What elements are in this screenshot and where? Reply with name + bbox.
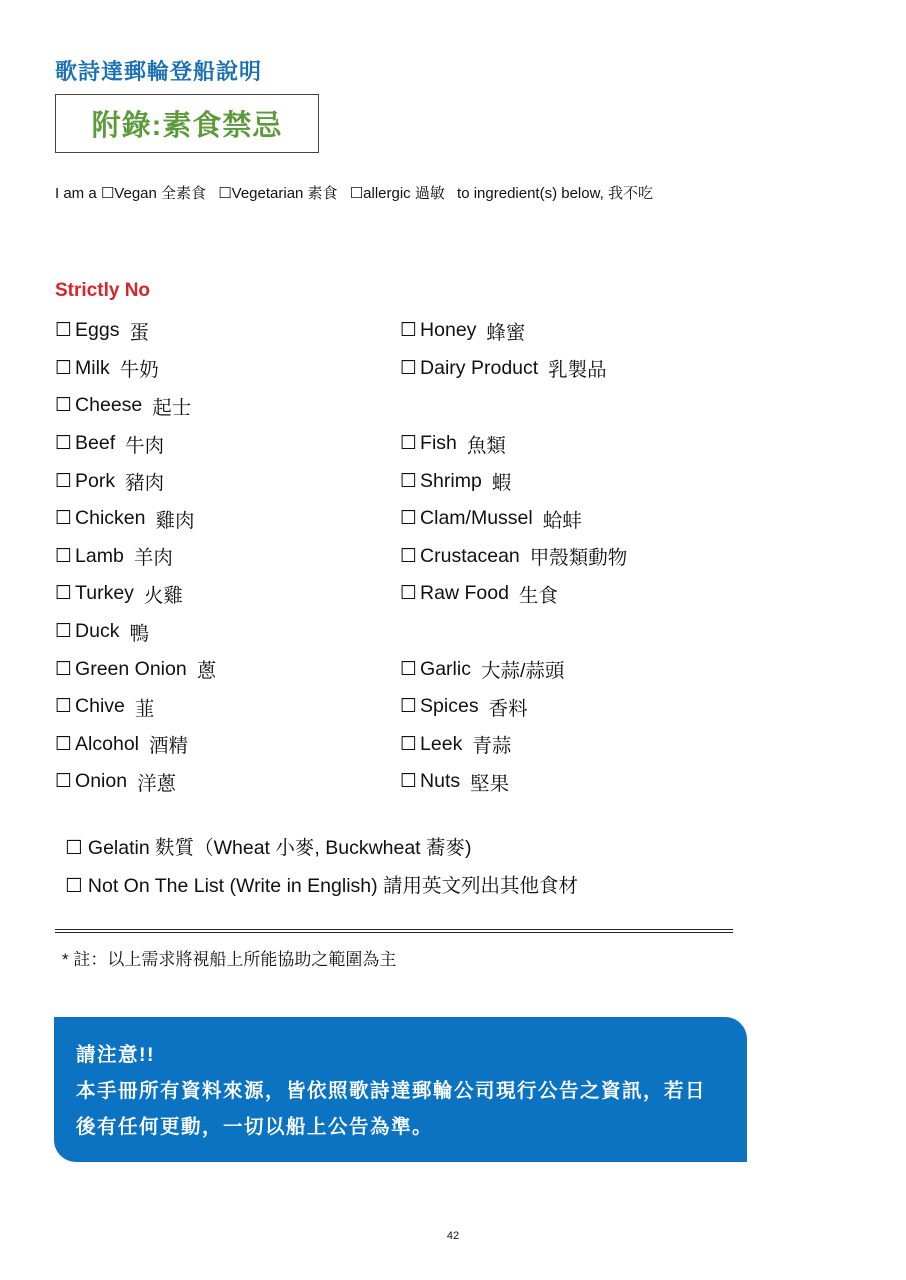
notice-body: 本手冊所有資料來源，皆依照歌詩達郵輪公司現行公告之資訊，若日後有任何更動，一切以船上公告為準。 — [76, 1080, 707, 1138]
ingredient-option[interactable] — [55, 500, 385, 538]
ingredient-chinese: 香料 — [488, 697, 528, 720]
ingredient-chinese: 火雞 — [143, 584, 183, 607]
checkbox-icon[interactable]: ☐ — [400, 470, 418, 492]
ingredient-option[interactable] — [400, 312, 730, 350]
ingredient-option[interactable] — [55, 613, 385, 651]
checkbox-icon[interactable]: ☐ — [400, 771, 418, 793]
ingredient-chinese: 牛奶 — [119, 359, 159, 382]
ingredient-chinese: 雞肉 — [155, 509, 195, 532]
ingredient-chinese: 起士 — [152, 396, 192, 419]
ingredient-english: Spices — [420, 695, 479, 718]
ingredient-option[interactable] — [55, 763, 385, 801]
checkbox-icon[interactable]: ☐ — [55, 470, 73, 492]
ingredient-option[interactable] — [400, 726, 730, 764]
intro-prefix: I am a — [55, 185, 97, 202]
ingredient-english: Beef — [75, 432, 116, 455]
ingredient-option[interactable] — [400, 500, 730, 538]
ingredient-english: Eggs — [75, 319, 120, 342]
ingredient-english: Chicken — [75, 507, 146, 530]
ingredient-english: Chive — [75, 695, 125, 718]
checkbox-icon[interactable]: ☐ — [55, 658, 73, 680]
ingredient-english: Pork — [75, 469, 116, 492]
ingredient-chinese: 大蒜/蒜頭 — [480, 660, 565, 683]
ingredient-english: Fish — [420, 432, 457, 455]
ingredient-english: Dairy Product — [420, 356, 539, 379]
checkbox-icon[interactable]: ☐ — [55, 433, 73, 455]
notice-heading: 請注意!! — [76, 1044, 155, 1066]
ingredient-option[interactable] — [55, 462, 385, 500]
ingredient-chinese: 韮 — [134, 697, 155, 720]
ingredient-english: Shrimp — [420, 469, 482, 492]
ingredient-option[interactable] — [55, 538, 385, 576]
checkbox-icon[interactable]: ☐ — [400, 733, 418, 755]
ingredient-option[interactable] — [55, 312, 385, 350]
ingredient-chinese: 牛肉 — [125, 434, 165, 457]
appendix-title-box — [55, 94, 319, 153]
ingredient-english: Nuts — [420, 770, 461, 793]
ingredient-option[interactable] — [400, 425, 730, 463]
checkbox-icon[interactable]: ☐ — [55, 545, 73, 567]
ingredient-option[interactable] — [400, 538, 730, 576]
checkbox-icon[interactable]: ☐ — [400, 658, 418, 680]
checkbox-icon[interactable]: ☐ — [400, 320, 418, 342]
ingredient-chinese: 青蒜 — [472, 735, 512, 758]
footnote: * 註：以上需求將視船上所能協助之範圍為主 — [62, 950, 397, 969]
ingredient-chinese: 堅果 — [470, 772, 510, 795]
ingredient-option[interactable] — [400, 688, 730, 726]
ingredient-option[interactable] — [55, 350, 385, 388]
gelatin-option[interactable]: ☐ Gelatin 麩質（Wheat 小麥, Buckwheat 蕎麥) — [65, 837, 472, 859]
ingredient-chinese: 乳製品 — [548, 359, 607, 382]
not-on-list-option[interactable]: ☐ Not On The List (Write in English) 請用英文列出其他食材 — [65, 875, 579, 897]
ingredient-option[interactable] — [55, 688, 385, 726]
ingredient-english: Turkey — [75, 582, 134, 605]
ingredient-chinese: 豬肉 — [125, 472, 165, 495]
ingredient-english: Raw Food — [420, 582, 509, 605]
ingredient-chinese: 蜂蜜 — [486, 321, 526, 344]
ingredient-english: Alcohol — [75, 732, 140, 755]
ingredient-option[interactable] — [55, 575, 385, 613]
ingredient-chinese: 生食 — [518, 584, 558, 607]
ingredient-english: Green Onion — [75, 657, 187, 680]
ingredient-english: Clam/Mussel — [420, 507, 533, 530]
ingredient-chinese: 鴨 — [129, 622, 149, 645]
ingredient-english: Leek — [420, 732, 463, 755]
checkbox-icon[interactable]: ☐ — [55, 320, 73, 342]
checkbox-icon[interactable]: ☐ — [400, 696, 418, 718]
ingredient-option[interactable] — [55, 387, 385, 425]
ingredient-chinese: 蛋 — [129, 321, 150, 344]
ingredient-chinese: 羊肉 — [133, 547, 173, 570]
option-allergic[interactable]: ☐allergic 過敏 — [349, 185, 445, 202]
ingredient-chinese: 蔥 — [196, 660, 217, 683]
ingredient-chinese: 洋蔥 — [137, 772, 177, 795]
ingredient-option[interactable] — [55, 726, 385, 764]
left-ingredient-column — [55, 312, 385, 801]
checkbox-icon[interactable]: ☐ — [55, 508, 73, 530]
checkbox-icon[interactable]: ☐ — [55, 696, 73, 718]
ingredient-english: Milk — [75, 356, 110, 379]
ingredient-english: Garlic — [420, 657, 471, 680]
option-vegan[interactable]: ☐Vegan 全素食 — [100, 185, 207, 202]
ingredient-chinese: 蝦 — [491, 472, 512, 495]
ingredient-english: Honey — [420, 319, 477, 342]
checkbox-icon[interactable]: ☐ — [55, 771, 73, 793]
ingredient-option[interactable] — [55, 425, 385, 463]
write-in-line[interactable] — [55, 929, 733, 933]
ingredient-option[interactable] — [55, 650, 385, 688]
ingredient-english: Lamb — [75, 544, 124, 567]
checkbox-icon[interactable]: ☐ — [55, 395, 73, 417]
strictly-no-heading: Strictly No — [55, 280, 151, 301]
ingredient-option[interactable] — [400, 650, 730, 688]
ingredient-chinese: 甲殼類動物 — [529, 547, 628, 570]
ingredient-option[interactable] — [400, 462, 730, 500]
ingredient-chinese: 蛤蚌 — [542, 509, 582, 532]
ingredient-english: Onion — [75, 770, 128, 793]
appendix-title: 附錄:素食禁忌 — [91, 110, 283, 142]
checkbox-icon[interactable]: ☐ — [55, 733, 73, 755]
option-vegetarian[interactable]: ☐Vegetarian 素食 — [218, 185, 338, 202]
checkbox-icon[interactable]: ☐ — [400, 583, 418, 605]
ingredient-chinese: 酒精 — [149, 735, 189, 758]
checkbox-icon[interactable]: ☐ — [55, 357, 73, 379]
checkbox-icon[interactable]: ☐ — [400, 545, 418, 567]
right-ingredient-column — [400, 312, 730, 801]
checkbox-icon[interactable]: ☐ — [55, 621, 73, 643]
ingredient-english: Duck — [75, 620, 120, 643]
ingredient-chinese: 魚類 — [466, 434, 506, 457]
checkbox-icon[interactable]: ☐ — [400, 357, 418, 379]
ingredient-option[interactable] — [400, 350, 730, 388]
checkbox-icon[interactable]: ☐ — [55, 583, 73, 605]
intro-suffix: to ingredient(s) below, 我不吃 — [457, 185, 653, 202]
ingredient-option[interactable] — [400, 575, 730, 613]
ingredient-english: Cheese — [75, 394, 143, 417]
notice-box — [54, 1017, 747, 1162]
ingredient-option[interactable] — [400, 763, 730, 801]
page-header-title: 歌詩達郵輪登船說明 — [55, 59, 263, 84]
page-number: 42 — [446, 1230, 460, 1242]
checkbox-icon[interactable]: ☐ — [400, 433, 418, 455]
checkbox-icon[interactable]: ☐ — [400, 508, 418, 530]
intro-statement — [55, 182, 785, 206]
ingredient-english: Crustacean — [420, 544, 520, 567]
